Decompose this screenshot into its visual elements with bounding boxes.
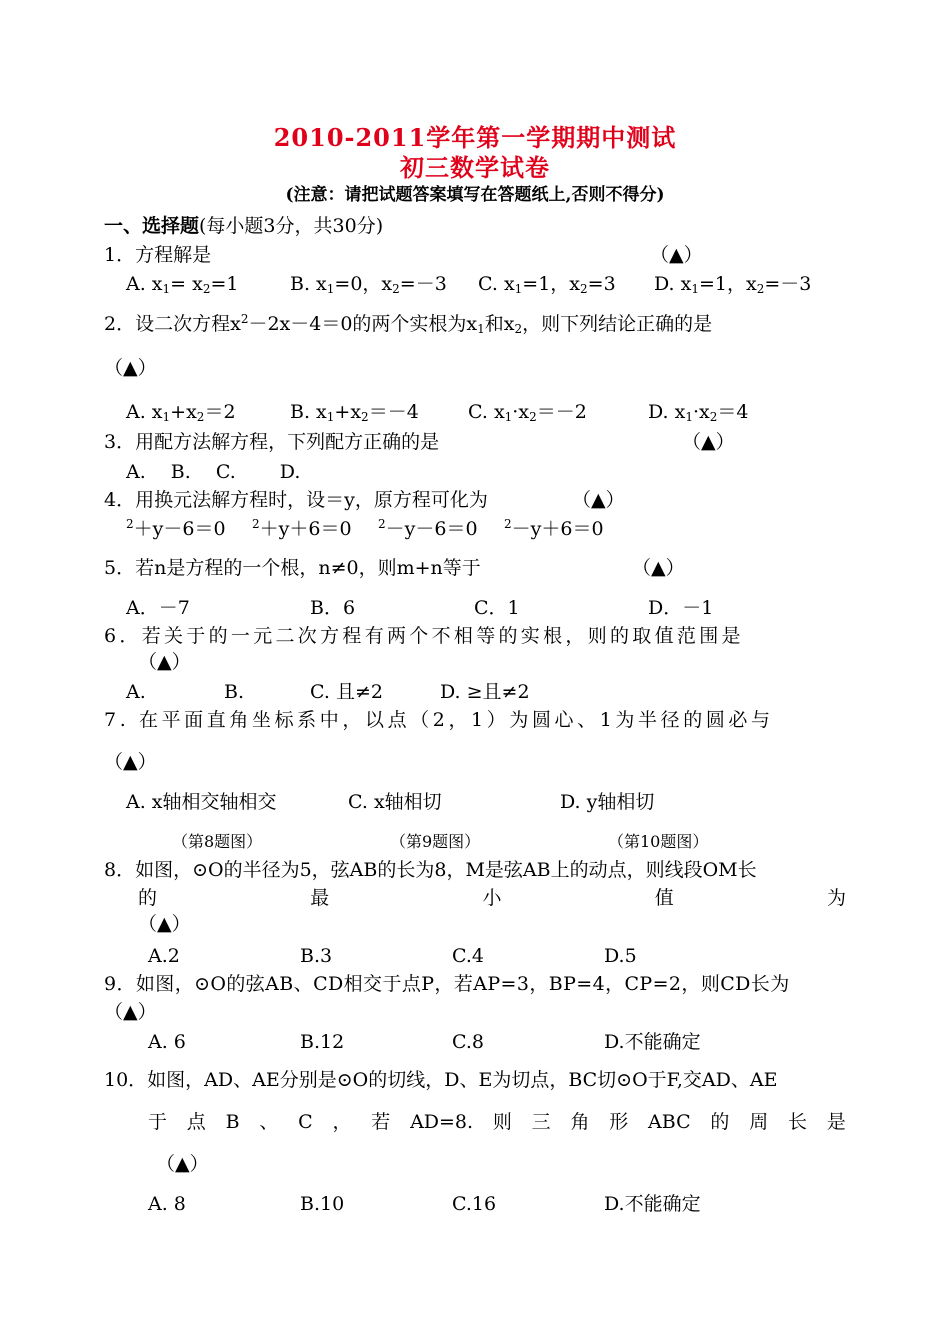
q5-option-a: A．－7 bbox=[126, 597, 190, 619]
exam-note: (注意：请把试题答案填写在答题纸上,否则不得分) bbox=[285, 185, 665, 205]
q8-option-d: D.5 bbox=[604, 945, 637, 967]
q7-option-d: D. y轴相切 bbox=[560, 791, 655, 813]
q8-answer-mark: （▲） bbox=[138, 913, 191, 935]
q9-option-c: C.8 bbox=[452, 1031, 484, 1053]
q7-stem: 7. 在平面直角坐标系中，以点（2，1）为圆心、1为半径的圆必与 bbox=[104, 709, 774, 731]
q10-word: 、 bbox=[259, 1111, 279, 1133]
q5-option-b: B．6 bbox=[310, 597, 356, 619]
q7-option-c: C. x轴相切 bbox=[348, 791, 442, 813]
q4-option-d: $^2$－y＋6＝0 bbox=[504, 517, 604, 540]
q10-word: 的 bbox=[710, 1111, 730, 1133]
q6-option-a: A. bbox=[126, 681, 146, 703]
q8-option-c: C.4 bbox=[452, 945, 484, 967]
q10-word: 三 bbox=[531, 1111, 551, 1133]
q1-option-a: A. $x_1= x_2=1$ bbox=[126, 273, 239, 296]
q10-word: ， bbox=[332, 1111, 352, 1133]
q10-word: 是 bbox=[826, 1111, 846, 1133]
q8-option-b: B.3 bbox=[300, 945, 333, 967]
q7-answer-mark: （▲） bbox=[104, 751, 157, 773]
q6-option-b: B. bbox=[224, 681, 245, 703]
q10-word: 若 bbox=[371, 1111, 391, 1133]
q10-word: C bbox=[298, 1111, 313, 1133]
q2-option-b: B. $x_1+x_2=-4$ bbox=[290, 401, 419, 424]
q4-option-a: $^2$＋y－6＝0 bbox=[126, 517, 226, 540]
q10-option-d: D.不能确定 bbox=[604, 1193, 701, 1215]
q10-option-b: B.10 bbox=[300, 1193, 345, 1215]
q8-word: 的 bbox=[138, 887, 158, 909]
q8-stem: 8．如图，⊙O的半径为5，弦AB的长为8，M是弦AB上的动点，则线段OM长 bbox=[104, 859, 757, 881]
q1-option-b: B. $x_1=0$，$x_2=-3$ bbox=[290, 273, 447, 296]
q2-answer-mark: （▲） bbox=[104, 357, 157, 379]
q2-option-d: D. $x_1\cdot x_2=4$ bbox=[648, 401, 749, 424]
q4-stem: 4．用换元法解方程时，设＝y，原方程可化为 bbox=[104, 489, 488, 511]
q1-stem: 1．方程解是 bbox=[104, 244, 212, 266]
q6-stem: 6．若关于的一元二次方程有两个不相等的实根，则的取值范围是 bbox=[104, 625, 744, 647]
q2-option-c: C. $x_1\cdot x_2=-2$ bbox=[468, 401, 587, 424]
q8-word: 值 bbox=[654, 887, 674, 909]
q4-option-c: $^2$－y－6＝0 bbox=[378, 517, 478, 540]
q10-option-c: C.16 bbox=[452, 1193, 497, 1215]
q9-option-a: A. 6 bbox=[148, 1031, 186, 1053]
q4-answer-mark: （▲） bbox=[572, 489, 625, 511]
q9-option-d: D.不能确定 bbox=[604, 1031, 701, 1053]
figure-caption-q9: （第9题图） bbox=[390, 832, 481, 851]
q9-option-b: B.12 bbox=[300, 1031, 345, 1053]
q3-options: A. B. C. D. bbox=[126, 461, 301, 483]
q9-stem: 9．如图，⊙O的弦AB、CD相交于点P，若AP=3，BP=4，CP=2，则CD长为 bbox=[104, 973, 790, 995]
q8-word: 为 bbox=[826, 887, 846, 909]
q10-word: B bbox=[225, 1111, 240, 1133]
q2-option-a: A. $x_1+x_2=2$ bbox=[126, 401, 236, 424]
q10-word: 周 bbox=[749, 1111, 769, 1133]
q10-word: 角 bbox=[570, 1111, 590, 1133]
q10-word: ABC bbox=[648, 1111, 691, 1133]
q10-answer-mark: （▲） bbox=[156, 1153, 209, 1175]
q1-option-c: C. $x_1=1$，$x_2=3$ bbox=[478, 273, 616, 296]
section-title: 一、选择题 bbox=[104, 215, 200, 237]
q10-word: 则 bbox=[492, 1111, 512, 1133]
section-desc: (每小题3分，共30分) bbox=[199, 215, 384, 237]
q10-word: 形 bbox=[609, 1111, 629, 1133]
q4-option-b: $^2$＋y＋6＝0 bbox=[252, 517, 352, 540]
q1-option-d: D. $x_1=1$，$x_2=-3$ bbox=[654, 273, 812, 296]
q3-stem: 3．用配方法解方程，下列配方正确的是 bbox=[104, 431, 440, 453]
section-heading bbox=[104, 214, 383, 238]
q2-stem: 2．设二次方程$x^2-2x-4=0$的两个实根为$x_1$和$x_2$，则下列结论正确的是 bbox=[104, 312, 713, 336]
q3-answer-mark: （▲） bbox=[682, 431, 735, 453]
q5-answer-mark: （▲） bbox=[632, 557, 685, 579]
q6-answer-mark: （▲） bbox=[138, 651, 191, 673]
q10-word: 于 bbox=[148, 1111, 168, 1133]
figure-caption-q10: （第10题图） bbox=[608, 832, 709, 851]
q8-word: 小 bbox=[482, 887, 502, 909]
q10-stem-continued bbox=[148, 1110, 846, 1134]
figure-caption-q8: （第8题图） bbox=[172, 832, 263, 851]
q8-option-a: A.2 bbox=[148, 945, 180, 967]
q7-option-a: A. x轴相交轴相交 bbox=[126, 791, 277, 813]
q8-word: 最 bbox=[310, 887, 330, 909]
q5-option-d: D．－1 bbox=[648, 597, 714, 619]
q8-stem-continued bbox=[138, 886, 846, 910]
q5-stem: 5．若n是方程的一个根，n≠0，则m+n等于 bbox=[104, 557, 481, 579]
q9-answer-mark: （▲） bbox=[104, 1001, 157, 1023]
q6-option-d: D. ≥且≠2 bbox=[440, 681, 530, 703]
q10-word: 点 bbox=[186, 1111, 206, 1133]
q5-option-c: C．1 bbox=[474, 597, 520, 619]
exam-subtitle: 初三数学试卷 bbox=[400, 153, 550, 182]
q1-answer-mark: （▲） bbox=[650, 244, 703, 266]
q6-option-c: C. 且≠2 bbox=[310, 681, 383, 703]
q10-stem: 10．如图，AD、AE分别是⊙O的切线，D、E为切点，BC切⊙O于F,交AD、AE bbox=[104, 1069, 778, 1091]
q10-word: 长 bbox=[788, 1111, 808, 1133]
q10-word: AD=8. bbox=[410, 1111, 474, 1133]
exam-title: 2010-2011学年第一学期期中测试 bbox=[273, 123, 677, 152]
q10-option-a: A. 8 bbox=[148, 1193, 186, 1215]
